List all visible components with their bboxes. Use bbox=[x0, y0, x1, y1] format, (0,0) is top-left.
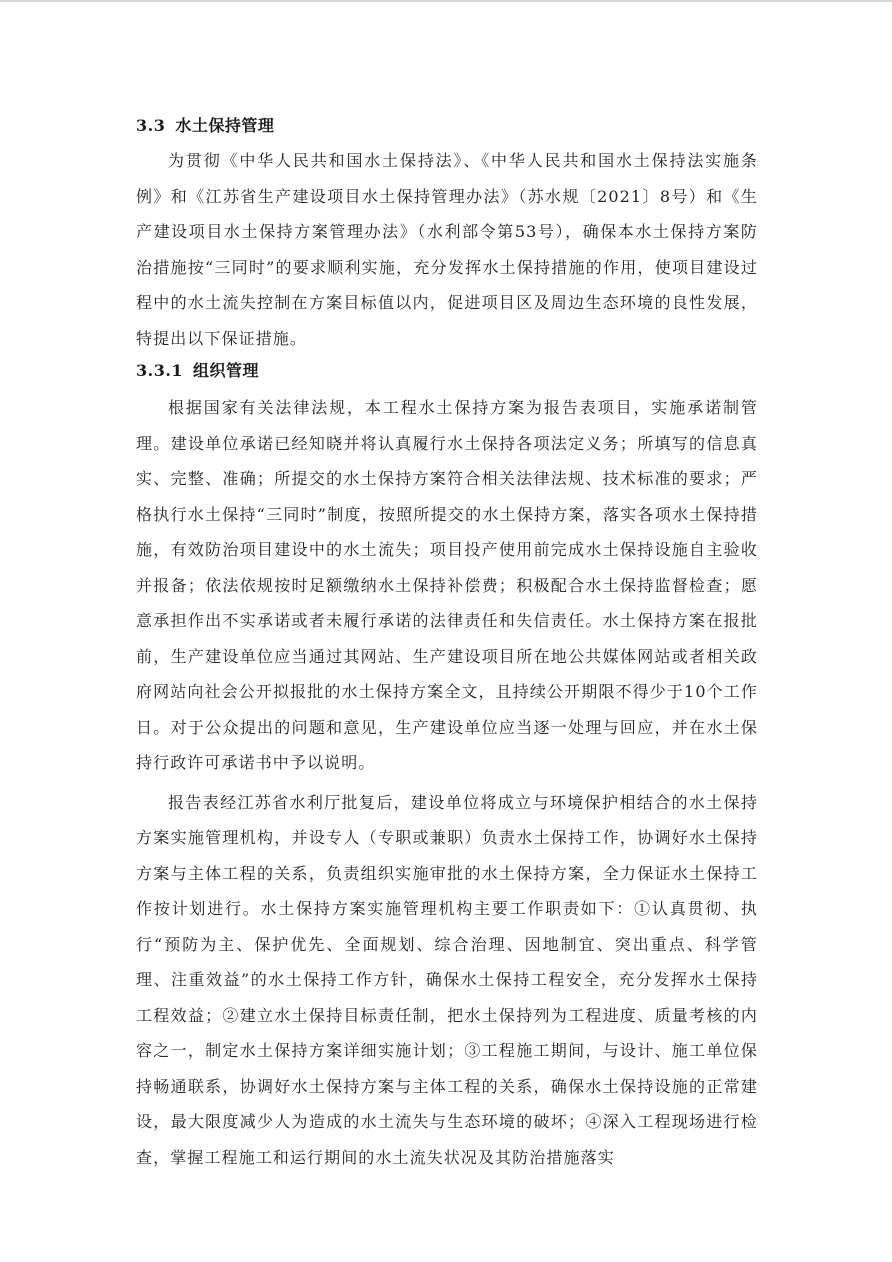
section-intro-paragraph: 为贯彻《中华人民共和国水土保持法》、《中华人民共和国水土保持法实施条例》和《江苏省生产建设项目水土保持管理办法》（苏水规〔2021〕8号）和《生产建设项目水土保持方案管理办法》（水利部令第53号），确保本水土保持方案防治措施按“三同时”的要求顺利实施，充分发挥水土保持措施的作用，使项目建设过程中的水土流失控制在方案目标值以内，促进项目区及周边生态环境的良性发展，特提出以下保证措施。 bbox=[136, 151, 758, 348]
section-number: 3.3 bbox=[136, 116, 166, 135]
section-title: 水土保持管理 bbox=[175, 116, 275, 135]
page-content bbox=[136, 113, 758, 1175]
body-paragraph: 报告表经江苏省水利厅批复后，建设单位将成立与环境保护相结合的水土保持方案实施管理机构，并设专人（专职或兼职）负责水土保持工作，协调好水土保持方案与主体工程的关系，负责组织实施审批的水土保持方案，全力保证水土保持工作按计划进行。水土保持方案实施管理机构主要工作职责如下：①认真贯彻、执行“预防为主、保护优先、全面规划、综合治理、因地制宜、突出重点、科学管理、注重效益”的水土保持工作方针，确保水土保持工程安全，充分发挥水土保持工程效益；②建立水土保持目标责任制，把水土保持列为工程进度、质量考核的内容之一，制定水土保持方案详细实施计划；③工程施工期间，与设计、施工单位保持畅通联系，协调好水土保持方案与主体工程的关系，确保水土保持设施的正常建设，最大限度减少人为造成的水土流失与生态环境的破坏；④深入工程现场进行检查，掌握工程施工和运行期间的水土流失状况及其防治措施落实 bbox=[136, 792, 758, 1167]
subsection-number: 3.3.1 bbox=[136, 361, 184, 380]
subsection-heading bbox=[136, 358, 758, 384]
section-heading bbox=[136, 113, 758, 139]
page-top-edge bbox=[0, 0, 892, 2]
subsection-title: 组织管理 bbox=[193, 361, 260, 380]
body-paragraph: 根据国家有关法律法规，本工程水土保持方案为报告表项目，实施承诺制管理。建设单位承诺已经知晓并将认真履行水土保持各项法定义务；所填写的信息真实、完整、准确；所提交的水土保持方案符合相关法律法规、技术标准的要求；严格执行水土保持“三同时”制度，按照所提交的水土保持方案，落实各项水土保持措施，有效防治项目建设中的水土流失；项目投产使用前完成水土保持设施自主验收并报备；依法依规按时足额缴纳水土保持补偿费；积极配合水土保持监督检查；愿意承担作出不实承诺或者未履行承诺的法律责任和失信责任。水土保持方案在报批前，生产建设单位应当通过其网站、生产建设项目所在地公共媒体网站或者相关政府网站向社会公开拟报批的水土保持方案全文，且持续公开期限不得少于10个工作日。对于公众提出的问题和意见，生产建设单位应当逐一处理与回应，并在水土保持行政许可承诺书中予以说明。 bbox=[136, 398, 758, 772]
